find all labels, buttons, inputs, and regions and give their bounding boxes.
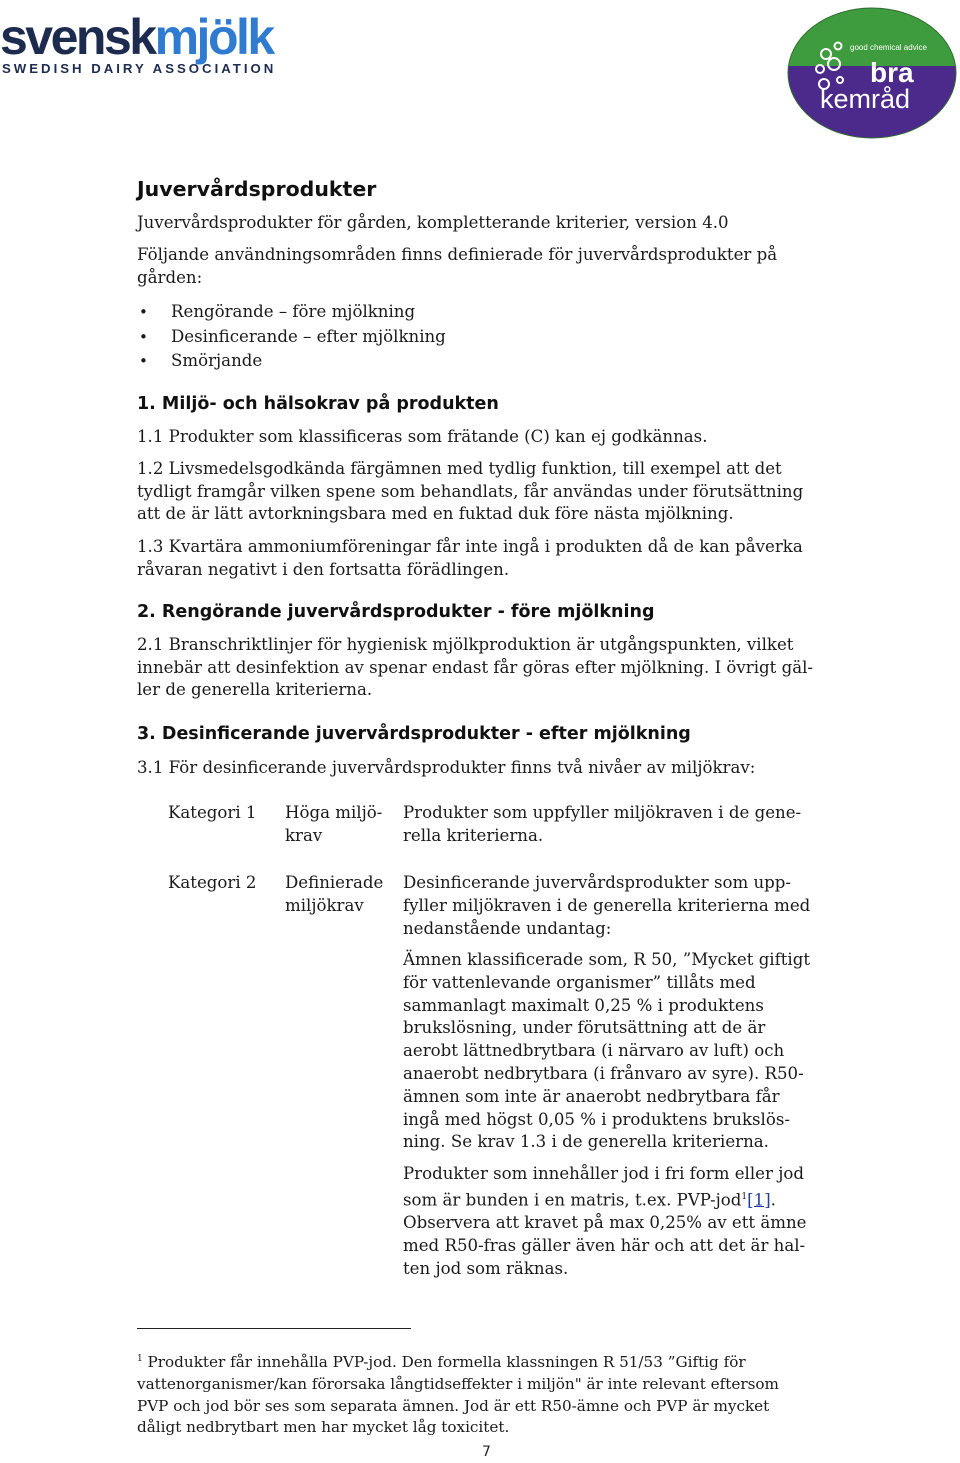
cell-line: Desinficerande juvervårdsprodukter som upp-: [403, 873, 792, 892]
list-item: • Rengörande – före mjölkning: [137, 300, 446, 325]
cell-line: Höga miljö-: [285, 803, 383, 822]
cell-line: nedanstående undantag:: [403, 918, 612, 938]
section-3-heading: 3. Desinficerande juvervårdsprodukter - efter mjölkning: [137, 724, 691, 744]
requirement-1-2: [137, 458, 803, 526]
logo-word-mjolk: mjölk: [154, 9, 273, 65]
category-2-exception-iodine: [403, 1163, 806, 1281]
intro-paragraph: [137, 244, 777, 289]
footnote-divider: [137, 1328, 411, 1329]
requirement-1-3: [137, 536, 803, 581]
logo-subtitle: SWEDISH DAIRY ASSOCIATION: [2, 61, 277, 76]
paragraph-line: 1.2 Livsmedelsgodkända färgämnen med tydlig funktion, till exempel att det: [137, 459, 782, 478]
cell-line: Definierade: [285, 873, 384, 892]
footnote-line: vattenorganismer/kan förorsaka långtidseffekter i miljön" är inte relevant eftersom: [137, 1374, 779, 1393]
paragraph-line: innebär att desinfektion av spenar endast får göras efter mjölkning. I övrigt gäl-: [137, 657, 814, 677]
cell-line: krav: [285, 825, 323, 845]
footnote-line: dåligt nedbrytbart men har mycket låg toxicitet.: [137, 1418, 510, 1437]
cell-line: rella kriterierna.: [403, 825, 544, 845]
requirement-1-1: 1.1 Produkter som klassificeras som frätande (C) kan ej godkännas.: [137, 427, 708, 446]
cell-line: för vattenlevande organismer” tillåts med: [403, 972, 756, 992]
cell-line: Observera att kravet på max 0,25% av ett ämne: [403, 1213, 807, 1233]
badge-word-bra: bra: [870, 57, 914, 88]
cell-line: ten jod som räknas.: [403, 1258, 569, 1278]
cell-line: anaerobt nedbrytbara (i frånvaro av syre). R50-: [403, 1063, 804, 1083]
logo-wordmark: [0, 10, 280, 64]
paragraph-line: att de är lätt avtorkningsbara med en fuktad duk före nästa mjölkning.: [137, 504, 734, 523]
category-2-level: [285, 872, 383, 918]
cell-text: som är bunden i en matris, t.ex. PVP-jod: [403, 1190, 742, 1210]
cell-line: ning. Se krav 1.3 i de generella kriterierna.: [403, 1132, 769, 1152]
category-2-exception-r50: [403, 949, 810, 1154]
page-title: Juvervårdsprodukter: [137, 177, 377, 201]
badge-word-kemrad: kemråd: [820, 84, 911, 114]
document-subtitle: Juvervårdsprodukter för gården, kompletterande kriterier, version 4.0: [137, 213, 729, 232]
footnote-ref-superscript: 1: [741, 1191, 748, 1202]
logo-word-svensk: svensk: [0, 9, 155, 65]
cell-line: aerobt lättnedbrytbara (i närvaro av luft) och: [403, 1041, 785, 1061]
category-1-level: [285, 802, 382, 848]
cell-line: Produkter som innehåller jod i fri form eller jod: [403, 1164, 804, 1183]
usage-list: [137, 300, 446, 374]
list-item: • Desinficerande – efter mjölkning: [137, 325, 446, 350]
footnote-marker: 1: [137, 1354, 143, 1364]
cell-line: sammanlagt maximalt 0,25 % i produktens: [403, 995, 764, 1015]
svensk-mjolk-logo: [0, 10, 280, 76]
footnote-link[interactable]: [1]: [747, 1190, 771, 1210]
requirement-2-1: [137, 634, 813, 702]
badge-tagline: good chemical advice: [850, 43, 927, 52]
cell-line: med R50-fras gäller även här och att det är hal-: [403, 1235, 806, 1255]
intro-line: Följande användningsområden finns definierade för juvervårdsprodukter på: [137, 245, 778, 264]
cell-line: ämnen som inte är anaerobt nedbrytbara får: [403, 1086, 780, 1106]
paragraph-line: tydligt framgår vilken spene som behandlats, får användas under förutsättning: [137, 481, 804, 501]
bra-kemrad-badge: [786, 6, 958, 140]
cell-line: brukslösning, under förutsättning att de är: [403, 1018, 766, 1038]
cell-line: Ämnen klassificerade som, R 50, ”Mycket giftigt: [403, 950, 811, 969]
category-2-label: Kategori 2: [168, 873, 257, 892]
section-2-heading: 2. Rengörande juvervårdsprodukter - före mjölkning: [137, 602, 655, 622]
cell-line: [403, 1186, 806, 1212]
paragraph-line: råvaran negativt i den fortsatta förädlingen.: [137, 559, 510, 579]
page-number: 7: [482, 1444, 491, 1460]
cell-line: fyller miljökraven i de generella kriterierna med: [403, 895, 811, 915]
footnote: [137, 1349, 857, 1439]
category-1-label: Kategori 1: [168, 803, 257, 822]
footnote-text: Produkter får innehålla PVP-jod. Den formella klassningen R 51/53 ”Giftig för: [142, 1353, 746, 1372]
paragraph-line: ler de generella kriterierna.: [137, 680, 373, 699]
section-1-heading: 1. Miljö- och hälsokrav på produkten: [137, 394, 499, 414]
cell-line: Produkter som uppfyller miljökraven i de gene-: [403, 803, 802, 822]
footnote-line: PVP och jod bör ses som separata ämnen. Jod är ett R50-ämne och PVP är mycket: [137, 1396, 770, 1415]
footnote-line: [137, 1349, 857, 1374]
cell-line: miljökrav: [285, 895, 364, 915]
cell-text: .: [770, 1190, 776, 1210]
paragraph-line: 1.3 Kvartära ammoniumföreningar får inte ingå i produkten då de kan påverka: [137, 537, 803, 556]
category-2-description: [403, 872, 810, 940]
list-item: • Smörjande: [137, 349, 446, 374]
intro-line: gården:: [137, 267, 203, 287]
category-1-description: [403, 802, 801, 848]
paragraph-line: 2.1 Branschriktlinjer för hygienisk mjölkproduktion är utgångspunkten, vilket: [137, 635, 794, 654]
requirement-3-1: 3.1 För desinficerande juvervårdsprodukter finns två nivåer av miljökrav:: [137, 758, 756, 777]
cell-line: ingå med högst 0,05 % i produktens brukslös-: [403, 1109, 790, 1129]
